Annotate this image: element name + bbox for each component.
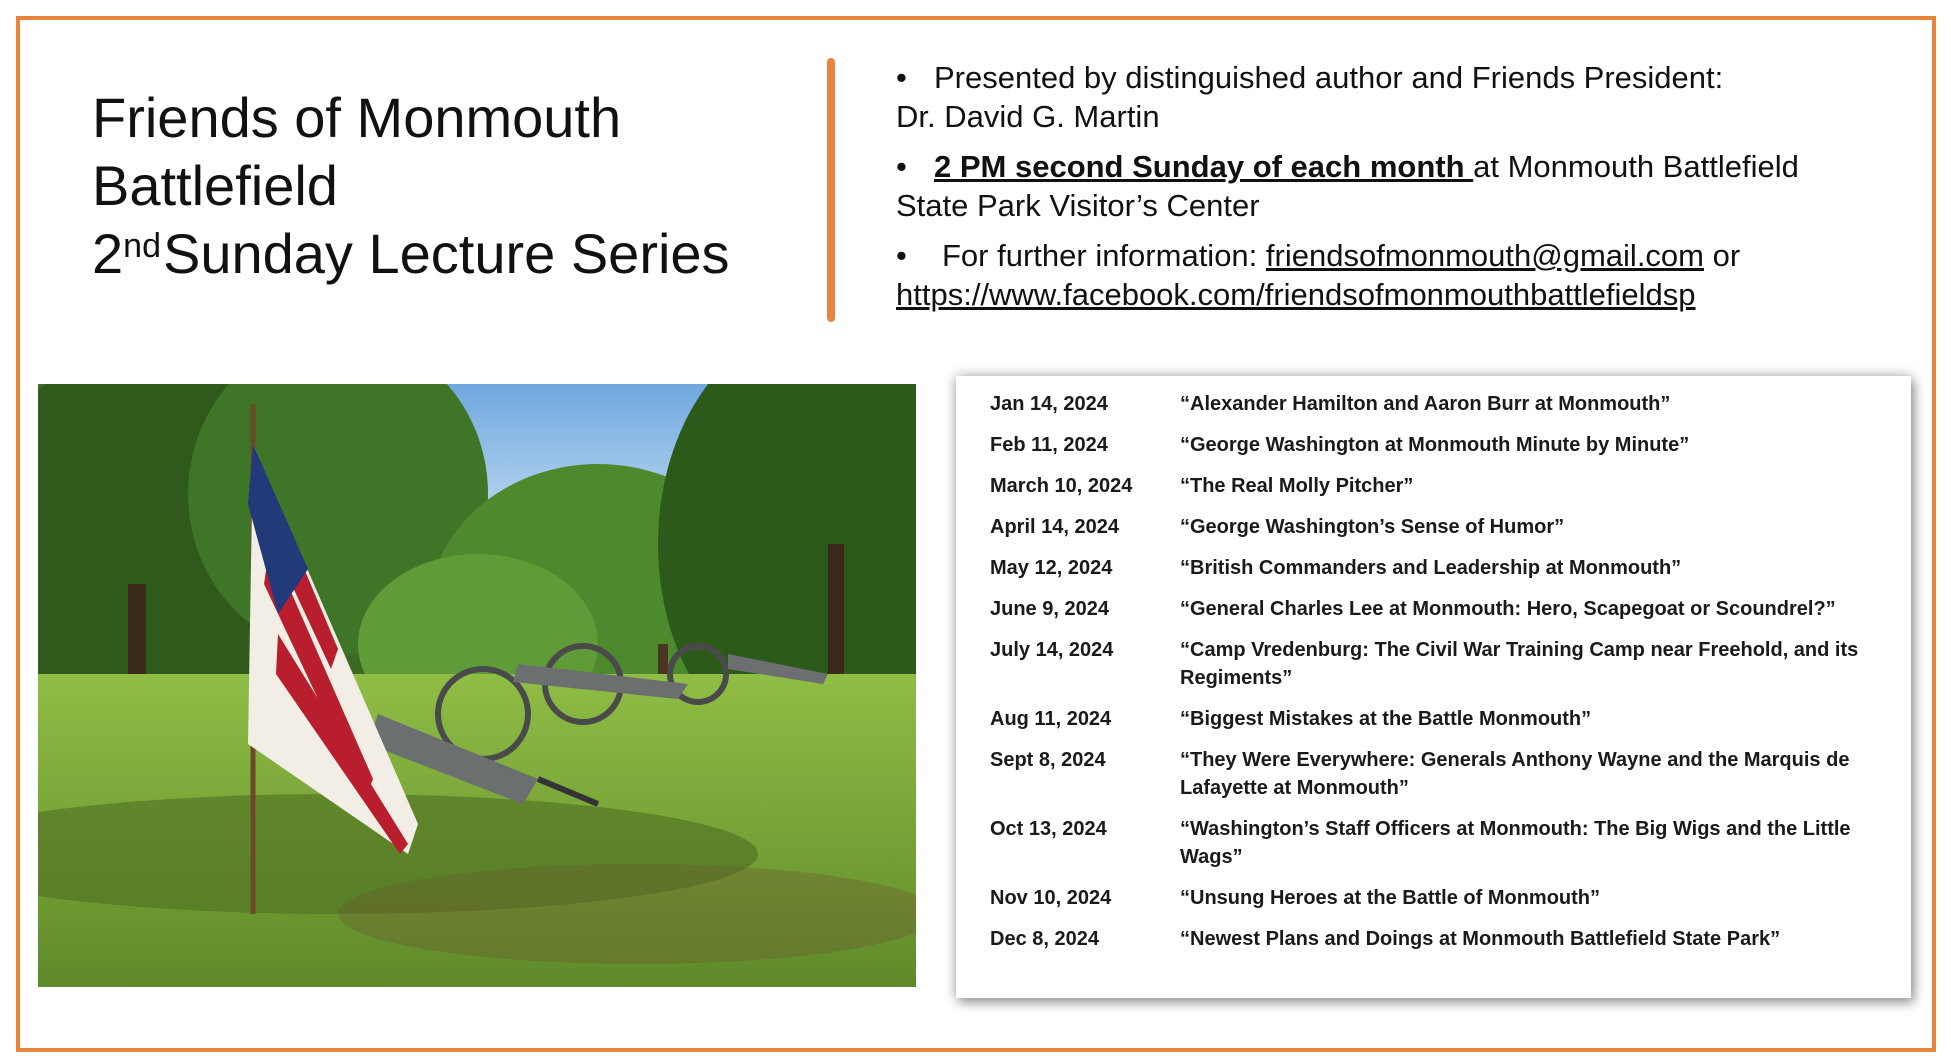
schedule-lecture-title: “Alexander Hamilton and Aaron Burr at Monmouth” bbox=[1180, 393, 1671, 415]
schedule-row bbox=[990, 472, 1881, 500]
vertical-divider bbox=[827, 58, 835, 322]
schedule-date: June 9, 2024 bbox=[990, 598, 1109, 620]
facebook-link[interactable]: https://www.facebook.com/friendsofmonmouthbattlefieldsp bbox=[896, 277, 1696, 312]
presenter-text: Presented by distinguished author and Friends President: bbox=[934, 60, 1724, 95]
schedule-row bbox=[990, 746, 1881, 802]
schedule-date: April 14, 2024 bbox=[990, 516, 1119, 538]
schedule-row bbox=[990, 513, 1881, 541]
lecture-schedule bbox=[956, 376, 1911, 998]
bullet-schedule-time bbox=[896, 147, 1896, 225]
title-line-3-rest: Sunday Lecture Series bbox=[162, 222, 730, 285]
location-text-2: State Park Visitor’s Center bbox=[896, 188, 1260, 223]
schedule-lecture-title: “Washington’s Staff Officers at Monmouth: The Big Wigs and the Little Wags” bbox=[1180, 818, 1851, 868]
title-ordinal-number: 2 bbox=[92, 222, 124, 285]
schedule-lecture-title: “General Charles Lee at Monmouth: Hero, Scapegoat or Scoundrel?” bbox=[1180, 598, 1836, 620]
schedule-row bbox=[990, 431, 1881, 459]
time-highlight: 2 PM second Sunday of each month bbox=[934, 149, 1474, 184]
schedule-row bbox=[990, 884, 1881, 912]
email-link[interactable]: friendsofmonmouth@gmail.com bbox=[1265, 238, 1704, 273]
contact-or: or bbox=[1704, 238, 1741, 273]
schedule-lecture-title: “George Washington’s Sense of Humor” bbox=[1180, 516, 1565, 538]
schedule-date: Nov 10, 2024 bbox=[990, 887, 1112, 909]
presenter-name: Dr. David G. Martin bbox=[896, 99, 1160, 134]
schedule-lecture-title: “Biggest Mistakes at the Battle Monmouth” bbox=[1180, 708, 1592, 730]
contact-prefix: For further information: bbox=[942, 238, 1266, 273]
title-ordinal-suffix: nd bbox=[123, 227, 161, 265]
bullet-marker: • bbox=[896, 238, 907, 273]
battlefield-photo bbox=[38, 384, 916, 987]
bullet-contact bbox=[896, 236, 1896, 314]
title-line-2: Battlefield bbox=[92, 154, 338, 217]
schedule-lecture-title: “Unsung Heroes at the Battle of Monmouth” bbox=[1180, 887, 1600, 909]
bullet-marker: • bbox=[896, 60, 907, 95]
schedule-date: Aug 11, 2024 bbox=[990, 708, 1112, 730]
schedule-date: Feb 11, 2024 bbox=[990, 434, 1108, 456]
info-bullets bbox=[896, 58, 1896, 325]
schedule-row bbox=[990, 705, 1881, 733]
schedule-date: March 10, 2024 bbox=[990, 475, 1133, 497]
title-line-3 bbox=[92, 220, 792, 288]
schedule-lecture-title: “British Commanders and Leadership at Monmouth” bbox=[1180, 557, 1682, 579]
bullet-presenter bbox=[896, 58, 1896, 136]
schedule-date: Dec 8, 2024 bbox=[990, 928, 1099, 950]
schedule-date: Jan 14, 2024 bbox=[990, 393, 1108, 415]
schedule-date: May 12, 2024 bbox=[990, 557, 1113, 579]
schedule-row bbox=[990, 815, 1881, 871]
schedule-row bbox=[990, 390, 1881, 418]
battlefield-cannons-flag-photo bbox=[38, 384, 916, 987]
schedule-row bbox=[990, 595, 1881, 623]
schedule-lecture-title: “Newest Plans and Doings at Monmouth Battlefield State Park” bbox=[1180, 928, 1781, 950]
schedule-row bbox=[990, 554, 1881, 582]
schedule-date: Sept 8, 2024 bbox=[990, 749, 1106, 771]
schedule-date: July 14, 2024 bbox=[990, 639, 1114, 661]
schedule-lecture-title: “The Real Molly Pitcher” bbox=[1180, 475, 1414, 497]
bullet-marker: • bbox=[896, 149, 907, 184]
schedule-lecture-title: “Camp Vredenburg: The Civil War Training Camp near Freehold, and its Regiments” bbox=[1180, 639, 1859, 689]
location-text-1: at Monmouth Battlefield bbox=[1473, 149, 1799, 184]
schedule-row bbox=[990, 925, 1881, 953]
slide-title bbox=[92, 84, 792, 288]
schedule-row bbox=[990, 636, 1881, 692]
schedule-lecture-title: “George Washington at Monmouth Minute by Minute” bbox=[1180, 434, 1690, 456]
schedule-lecture-title: “They Were Everywhere: Generals Anthony Wayne and the Marquis de Lafayette at Monmouth” bbox=[1180, 749, 1850, 799]
title-line-1: Friends of Monmouth bbox=[92, 86, 622, 149]
schedule-date: Oct 13, 2024 bbox=[990, 818, 1107, 840]
